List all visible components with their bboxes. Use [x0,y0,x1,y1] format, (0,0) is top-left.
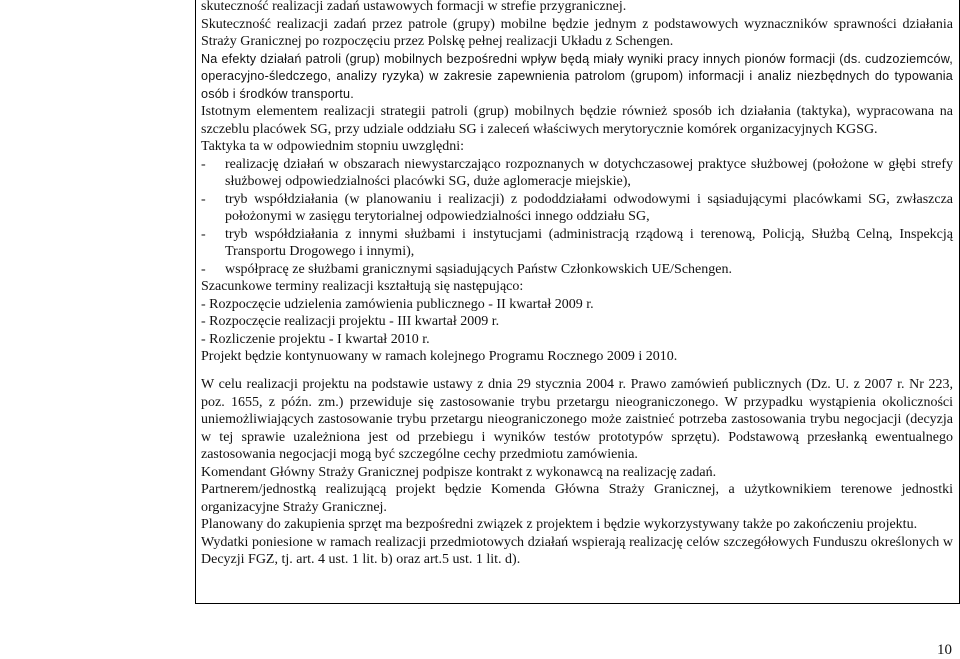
list-item-text: współpracę ze służbami granicznymi sąsiadujących Państw Członkowskich UE/Schengen. [225,261,732,277]
paragraph-continuation: Projekt będzie kontynuowany w ramach kolejnego Programu Rocznego 2009 i 2010. [201,349,678,364]
term-line: - Rozpoczęcie udzielenia zamówienia publicznego - II kwartał 2009 r. [201,296,594,312]
list-item-text: tryb współdziałania (w planowaniu i realizacji) z pododdziałami odwodowymi i sąsiadującymi placówkami SG, zwłaszcza położonymi w zasięgu terytorialnej odpowiedzialności innego oddziału SG, [225,191,953,224]
list-item [201,191,953,226]
paragraph-patrol-effects: Na efekty działań patroli (grup) mobilnych bezpośredni wpływ będą miały wyniki pracy innych pionów formacji (ds. cudzoziemców, operacyjno-śledczego, analizy ryzyka) w zakresie zapewnienia patrolom (grupom) informacji i analiz niezbędnych do typowania osób i środków transportu. [201,51,953,101]
list-item-text: realizację działań w obszarach niewystarczająco rozpoznanych w dotychczasowej praktyce służbowej (położone w głębi strefy służbowej odpowiedzialności placówki SG, duże aglomeracje miejskie), [225,156,953,189]
list-item [201,226,953,261]
paragraph-expenses: Wydatki poniesione w ramach realizacji przedmiotowych działań wspierają realizację celów szczegółowych Funduszu określonych w Decyzji FGZ, tj. art. 4 ust. 1 lit. b) oraz art.5 ust. 1 lit. d). [201,534,953,567]
section-project-description [201,0,953,366]
bullet-dash: - [201,191,206,207]
term-line: - Rozliczenie projektu - I kwartał 2010 r. [201,331,430,347]
list-item [201,156,953,191]
paragraph-terms-intro: Szacunkowe terminy realizacji kształtują się następująco: [201,279,524,294]
paragraph-procurement-law: W celu realizacji projektu na podstawie ustawy z dnia 29 stycznia 2004 r. Prawo zamówień publicznych (Dz. U. z 2007 r. Nr 223, poz. 1655, z późn. zm.) przewiduje się zastosowanie trybu przetargu nieograniczonego. W przypadku wystąpienia okoliczności uniemożliwiających zastosowanie trybu przetargu nieograniczonego może zaistnieć potrzeba zastosowania trybu negocjacji (decyzja w tej sprawie uzależniona jest od przebiegu i wyników testów prototypów sprzętu). Podstawową przesłanką ewentualnego zastosowania negocjacji mogą być szczególne cechy przedmiotu zamówienia. [201,377,953,462]
term-line: - Rozpoczęcie realizacji projektu - III kwartał 2009 r. [201,314,500,329]
paragraph-strategy: Istotnym elementem realizacji strategii patroli (grup) mobilnych będzie również sposób ich działania (taktyka), wypracowana na szczeblu placówek SG, przy udziale oddziału SG i zaleceń właściwych merytorycznie komórek organizacyjnych KGSG. [201,104,953,137]
bullet-dash: - [201,226,206,242]
bullet-dash: - [201,156,206,172]
paragraph-effectiveness: Skuteczność realizacji zadań przez patrole (grupy) mobilne będzie jednym z podstawowych wyznaczników sprawności działania Straży Granicznej po rozpoczęciu przez Polskę pełnej realizacji Układu z Schengen. [201,16,953,49]
paragraph-tactics-intro: Taktyka ta w odpowiednim stopniu uwzględni: [201,139,465,154]
paragraph-equipment: Planowany do zakupienia sprzęt ma bezpośredni związek z projektem i będzie wykorzystywany także po zakończeniu projektu. [201,517,918,532]
list-item-text: tryb współdziałania z innymi służbami i instytucjami (administracją rządową i terenową, Policją, Służbą Celną, Inspekcją Transportu Drogowego i innymi), [225,226,953,259]
paragraph-intro-continued: skuteczność realizacji zadań ustawowych formacji w strefie przygranicznej. [201,0,627,14]
paragraph-partner: Partnerem/jednostką realizującą projekt będzie Komenda Główna Straży Granicznej, a użytkownikiem terenowe jednostki organizacyjne Straży Granicznej. [201,482,953,515]
list-item [201,261,953,279]
section-procurement [201,376,953,569]
page-number: 10 [937,642,952,658]
bullet-dash: - [201,261,206,277]
paragraph-contract: Komendant Główny Straży Granicznej podpisze kontrakt z wykonawcą na realizację zadań. [201,464,717,480]
